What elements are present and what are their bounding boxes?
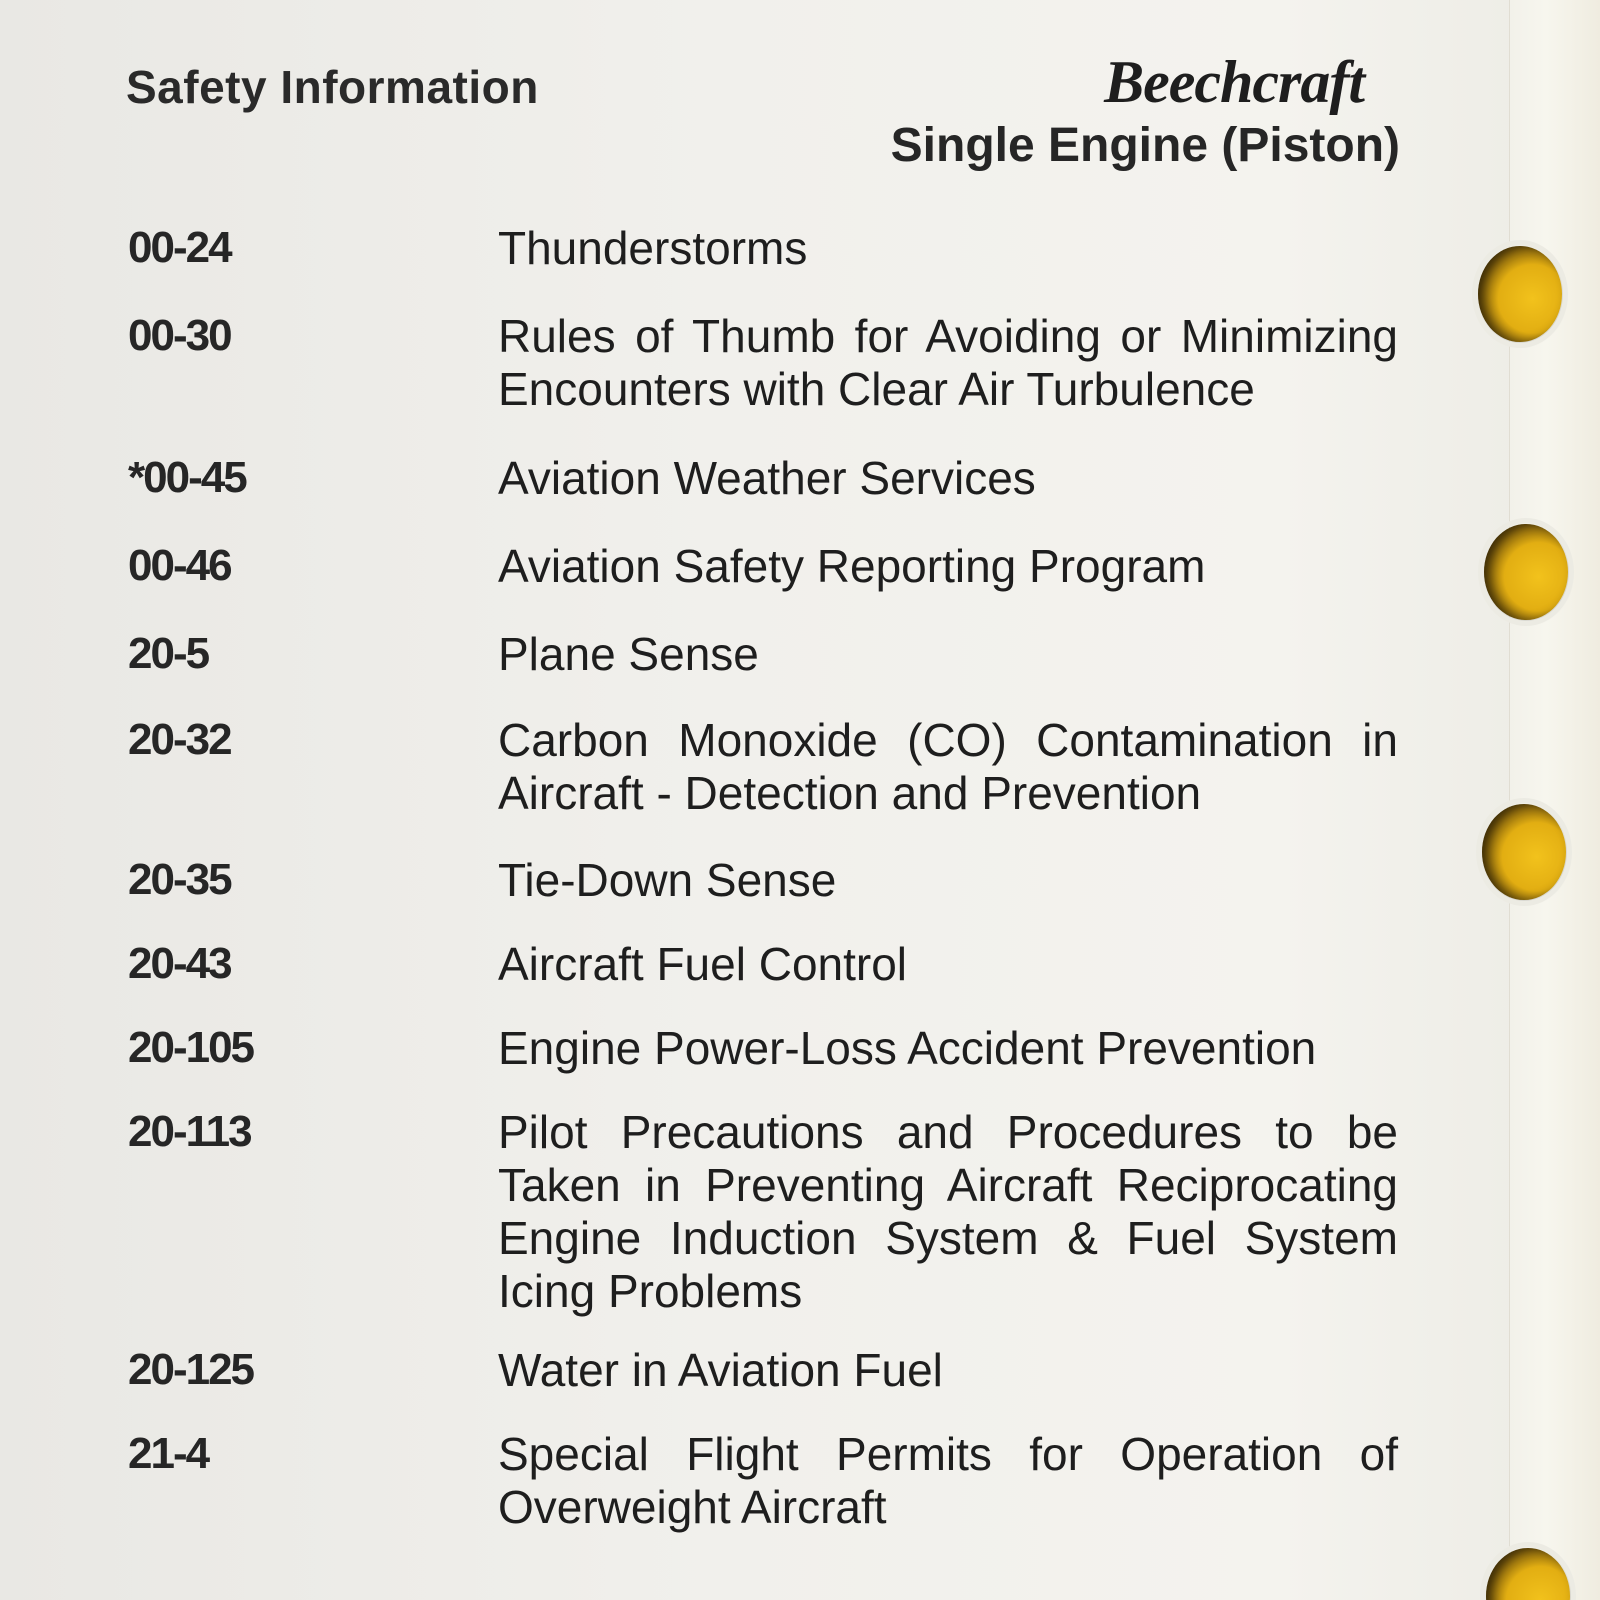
binder-hole-4 <box>1486 1548 1570 1600</box>
binder-hole-1 <box>1478 246 1562 342</box>
entry-number: 00-24 <box>128 223 231 272</box>
entry-number: 20-35 <box>128 855 231 904</box>
list-item <box>128 540 1398 628</box>
list-item <box>128 628 1398 714</box>
list-item <box>128 452 1398 540</box>
entry-title: Water in Aviation Fuel <box>498 1344 943 1396</box>
entry-title: Engine Power-Loss Accident Prevention <box>498 1022 1317 1074</box>
entry-title: Aircraft Fuel Control <box>498 938 908 990</box>
page-subtitle: Single Engine (Piston) <box>890 119 1400 172</box>
binder-hole-3 <box>1482 804 1566 900</box>
list-item <box>128 854 1398 938</box>
entry-title: Carbon Monoxide (CO) Contamination in Aircraft - Detection and Prevention <box>498 714 1398 819</box>
section-title: Safety Information <box>126 61 539 113</box>
list-item <box>128 1106 1398 1344</box>
entry-number: 20-5 <box>128 629 209 678</box>
entry-number: 20-125 <box>128 1345 254 1394</box>
entry-title: Aviation Safety Reporting Program <box>498 540 1206 592</box>
entry-title: Tie-Down Sense <box>498 854 837 906</box>
entry-title: Rules of Thumb for Avoiding or Minimizing Encounters with Clear Air Turbulence <box>498 310 1398 415</box>
list-item <box>128 310 1398 452</box>
entry-number: 00-46 <box>128 541 231 590</box>
entry-number: 20-43 <box>128 939 231 988</box>
entry-title: Thunderstorms <box>498 222 808 274</box>
entry-number: 21-4 <box>128 1429 209 1478</box>
entry-number: *00-45 <box>128 453 246 502</box>
entry-number: 00-30 <box>128 311 231 360</box>
entry-title: Pilot Precautions and Procedures to be Taken in Preventing Aircraft Reciprocating Engine Induction System & Fuel System Icing Problems <box>498 1106 1398 1317</box>
list-item <box>128 222 1398 310</box>
brand-logo: Beechcraft <box>1104 49 1364 115</box>
list-item <box>128 1428 1398 1558</box>
binder-hole-2 <box>1484 524 1568 620</box>
entry-number: 20-105 <box>128 1023 254 1072</box>
entry-title: Special Flight Permits for Operation of Overweight Aircraft <box>498 1428 1398 1533</box>
list-item <box>128 938 1398 1022</box>
list-item <box>128 1344 1398 1428</box>
list-item <box>128 1022 1398 1106</box>
entry-title: Plane Sense <box>498 628 759 680</box>
entry-number: 20-113 <box>128 1107 251 1156</box>
entry-number: 20-32 <box>128 715 231 764</box>
list-item <box>128 714 1398 854</box>
advisory-circular-list <box>128 222 1398 1558</box>
entry-title: Aviation Weather Services <box>498 452 1036 504</box>
